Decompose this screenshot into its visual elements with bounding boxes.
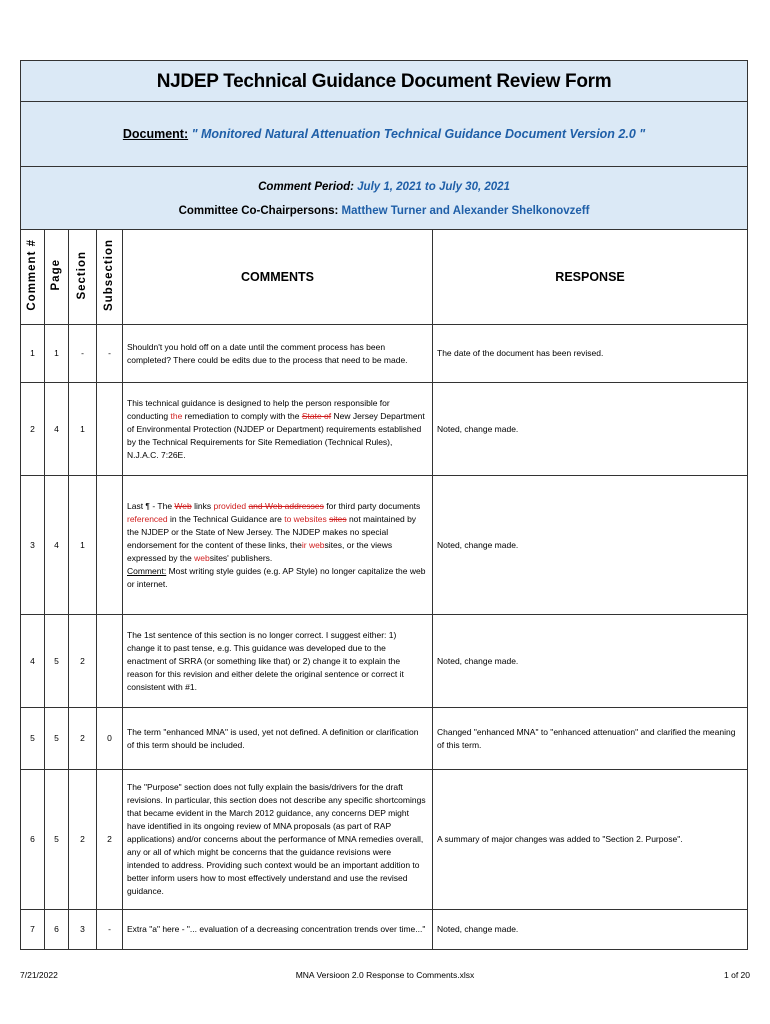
row-num: 2 [21, 383, 45, 476]
row-response: Noted, change made. [433, 476, 748, 615]
table-row [21, 383, 748, 476]
row-response: A summary of major changes was added to "Section 2. Purpose". [433, 770, 748, 910]
chairs-value: Matthew Turner and Alexander Shelkonovzeff [341, 205, 590, 217]
row-num: 5 [21, 708, 45, 770]
col-subsection: Subsection [103, 239, 115, 311]
document-row [21, 102, 748, 167]
footer-page-number: 1 of 20 [724, 970, 750, 980]
col-comment-num: Comment # [26, 239, 38, 311]
row-comment: Shouldn't you hold off on a date until the comment process has been completed? There could be edits due to the process that need to be made. [123, 325, 433, 383]
row-comment: Last ¶ - The Web links provided and Web addresses for third party documents referenced in the Technical Guidance are to websites sites not maintained by the NJDEP or the State of New Jersey. The NJDEP makes no special endorsement for the content of these links, their websites, or the views expressed by the websites' publishers. Comment: Most writing style guides (e.g. AP Style) no longer capitalize the web or internet. [123, 476, 433, 615]
document-label: Document: [122, 126, 189, 141]
row-response: Noted, change made. [433, 910, 748, 950]
row-section: 3 [69, 910, 97, 950]
row-response: The date of the document has been revised. [433, 325, 748, 383]
row-section: 1 [69, 383, 97, 476]
row-subsection: - [97, 910, 123, 950]
col-response: RESPONSE [433, 230, 748, 325]
document-name: " Monitored Natural Attenuation Technical Guidance Document Version 2.0 " [191, 126, 646, 141]
form-title: NJDEP Technical Guidance Document Review Form [21, 61, 748, 102]
row-num: 1 [21, 325, 45, 383]
row-response: Noted, change made. [433, 383, 748, 476]
table-row [21, 708, 748, 770]
row-subsection: 2 [97, 770, 123, 910]
period-row [21, 167, 748, 230]
footer-date: 7/21/2022 [20, 970, 58, 980]
row-page: 5 [45, 615, 69, 708]
table-row [21, 476, 748, 615]
row-section: 2 [69, 708, 97, 770]
row-page: 6 [45, 910, 69, 950]
row-page: 5 [45, 708, 69, 770]
row-page: 1 [45, 325, 69, 383]
column-header-row [21, 230, 748, 325]
row-subsection [97, 476, 123, 615]
row-subsection [97, 383, 123, 476]
row-num: 4 [21, 615, 45, 708]
row-subsection: 0 [97, 708, 123, 770]
row-comment: The "Purpose" section does not fully explain the basis/drivers for the draft revisions. In particular, this section does not describe any specific shortcomings that became evident in the March 2012 guidance, any concerns DEP might have identified in its ongoing review of MNA proposals (as part of RAP applications) and/or concerns about the performance of MNA remedies overall, any or all of which might be concerns that the guidance revisions were intended to address. Providing such context would be an important addition to better inform users how to most effectively understand and use the revised guidance. [123, 770, 433, 910]
row-comment: Extra "a" here - "... evaluation of a decreasing concentration trends over time..." [123, 910, 433, 950]
row-response: Noted, change made. [433, 615, 748, 708]
row-response: Changed "enhanced MNA" to "enhanced attenuation" and clarified the meaning of this term. [433, 708, 748, 770]
row-num: 3 [21, 476, 45, 615]
row-num: 7 [21, 910, 45, 950]
row-section: - [69, 325, 97, 383]
chairs-label: Committee Co-Chairpersons: [178, 205, 339, 217]
col-section: Section [76, 250, 88, 300]
table-row [21, 325, 748, 383]
col-page: Page [50, 259, 62, 291]
row-section: 2 [69, 615, 97, 708]
row-section: 2 [69, 770, 97, 910]
row-subsection: - [97, 325, 123, 383]
review-form-sheet [20, 60, 747, 950]
table-row [21, 910, 748, 950]
footer-filename: MNA Versioon 2.0 Response to Comments.xlsx [295, 970, 475, 980]
row-comment: The term "enhanced MNA" is used, yet not defined. A definition or clarification of this term should be included. [123, 708, 433, 770]
row-page: 4 [45, 383, 69, 476]
col-comments: COMMENTS [123, 230, 433, 325]
row-comment: The 1st sentence of this section is no longer correct. I suggest either: 1) change it to past tense, e.g. This guidance was developed due to the enactment of SRRA (or something like that) or 2) change it to explain the reason for this revision and either delete the original sentence or correct it consistent with #1. [123, 615, 433, 708]
comment-period-value: July 1, 2021 to July 30, 2021 [357, 181, 510, 193]
row-section: 1 [69, 476, 97, 615]
review-form-table [20, 60, 748, 950]
table-row [21, 770, 748, 910]
row-page: 5 [45, 770, 69, 910]
row-num: 6 [21, 770, 45, 910]
row-page: 4 [45, 476, 69, 615]
table-row [21, 615, 748, 708]
row-comment: This technical guidance is designed to help the person responsible for conducting the remediation to comply with the State of New Jersey Department of Environmental Protection (NJDEP or Department) requirements established by the Technical Requirements for Site Remediation (Technical Rules), N.J.A.C. 7:26E. [123, 383, 433, 476]
row-subsection [97, 615, 123, 708]
comment-period-label: Comment Period: [258, 181, 354, 193]
